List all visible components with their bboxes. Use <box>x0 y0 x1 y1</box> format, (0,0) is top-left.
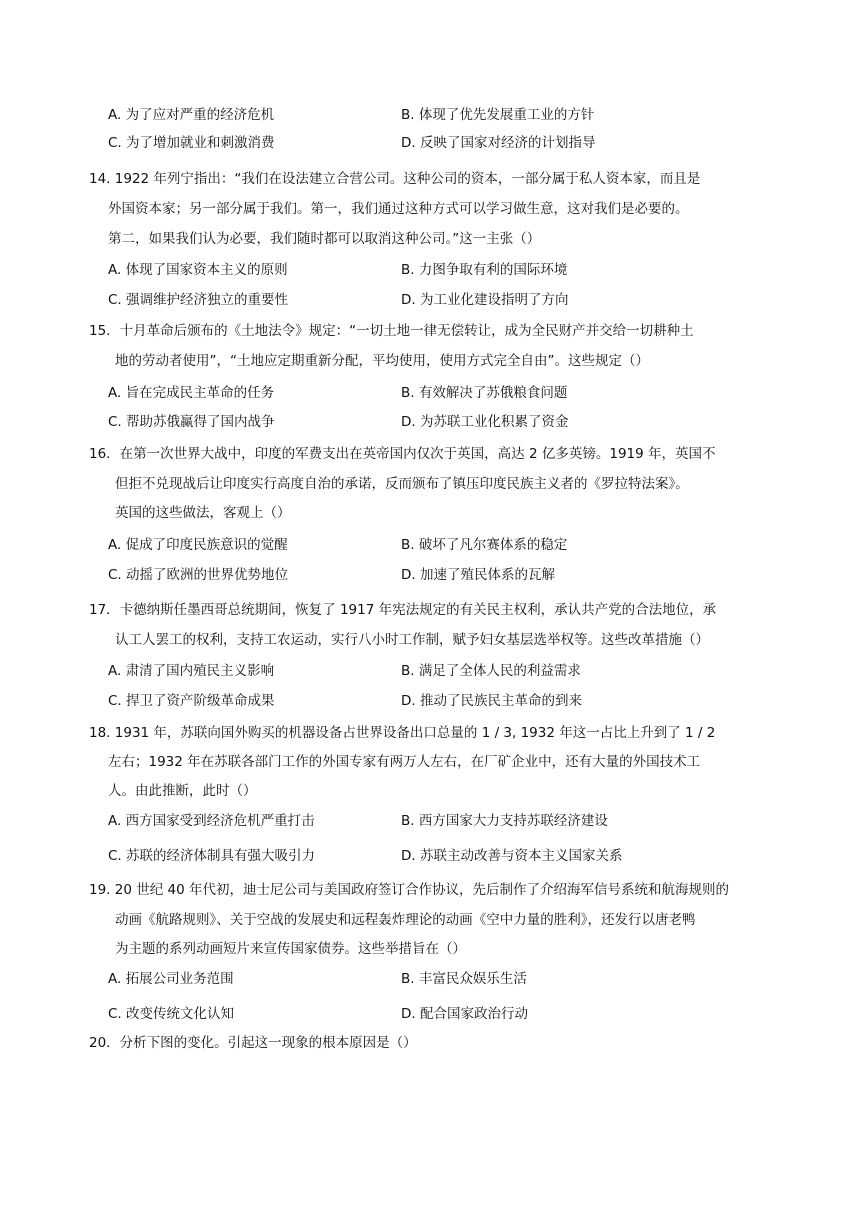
q16-stem-line-3: 英国的这些做法，客观上（） <box>115 505 291 521</box>
q16-option-d[interactable]: D. 加速了殖民体系的瓦解 <box>401 567 555 583</box>
q19-stem-line-3: 为主题的系列动画短片来宣传国家债券。这些举措旨在（） <box>115 941 466 957</box>
q18-options-row-2 <box>108 843 808 869</box>
q14-stem-line-1: 14. 1922 年列宁指出：“我们在设法建立合营公司。这种公司的资本，一部分属于私人资本家，而且是 <box>89 171 701 187</box>
q14-stem-line-2: 外国资本家；另一部分属于我们。第一，我们通过这种方式可以学习做生意，这对我们是必要的。 <box>108 201 689 217</box>
q20-stem-line-1: 20．分析下图的变化。引起这一现象的根本原因是（） <box>89 1035 417 1051</box>
q19-stem-line-1: 19. 20 世纪 40 年代初，迪士尼公司与美国政府签订合作协议，先后制作了介绍海军信号系统和航海规则的 <box>89 882 729 898</box>
q15-option-d[interactable]: D. 为苏联工业化积累了资金 <box>401 414 569 430</box>
q18-stem-line-3: 人。由此推断，此时（） <box>108 783 257 799</box>
q19-option-d[interactable]: D. 配合国家政治行动 <box>401 1006 528 1022</box>
q16-options-row-1 <box>108 532 808 558</box>
q17-option-a[interactable]: A. 肃清了国内殖民主义影响 <box>108 663 275 679</box>
q18-option-b[interactable]: B. 西方国家大力支持苏联经济建设 <box>401 813 608 829</box>
q17-stem-line-2: 认工人罢工的权利，支持工农运动，实行八小时工作制，赋予妇女基层选举权等。这些改革措施（） <box>115 632 709 648</box>
q18-option-a[interactable]: A. 西方国家受到经济危机严重打击 <box>108 813 315 829</box>
q13-options-row-2 <box>108 130 808 156</box>
q17-option-c[interactable]: C. 捍卫了资产阶级革命成果 <box>108 693 275 709</box>
q15-option-b[interactable]: B. 有效解决了苏俄粮食问题 <box>401 385 568 401</box>
q14-option-c[interactable]: C. 强调维护经济独立的重要性 <box>108 292 289 308</box>
q14-options-row-2 <box>108 287 808 313</box>
q17-option-b[interactable]: B. 满足了全体人民的利益需求 <box>401 663 581 679</box>
q14-stem-line-3: 第二，如果我们认为必要，我们随时都可以取消这种公司。”这一主张（） <box>108 231 541 247</box>
q19-option-c[interactable]: C. 改变传统文化认知 <box>108 1006 235 1022</box>
q13-option-b[interactable]: B. 体现了优先发展重工业的方针 <box>401 107 595 123</box>
q13-options-row-1 <box>108 102 808 128</box>
q14-option-d[interactable]: D. 为工业化建设指明了方向 <box>401 292 569 308</box>
q15-options-row-1 <box>108 380 808 406</box>
q19-options-row-2 <box>108 1001 808 1027</box>
q13-option-d[interactable]: D. 反映了国家对经济的计划指导 <box>401 135 596 151</box>
q15-option-c[interactable]: C. 帮助苏俄赢得了国内战争 <box>108 414 275 430</box>
q13-option-a[interactable]: A. 为了应对严重的经济危机 <box>108 107 275 123</box>
q18-option-d[interactable]: D. 苏联主动改善与资本主义国家关系 <box>401 848 623 864</box>
q18-stem-line-2: 左右；1932 年在苏联各部门工作的外国专家有两万人左右，在厂矿企业中，还有大量的外国技术工 <box>108 754 701 770</box>
q15-option-a[interactable]: A. 旨在完成民主革命的任务 <box>108 385 275 401</box>
q16-options-row-2 <box>108 562 808 588</box>
q13-option-c[interactable]: C. 为了增加就业和刺激消费 <box>108 135 275 151</box>
q16-option-c[interactable]: C. 动摇了欧洲的世界优势地位 <box>108 567 289 583</box>
q15-stem-line-1: 15．十月革命后颁布的《土地法令》规定：“一切土地一律无偿转让，成为全民财产并交给一切耕种土 <box>89 323 694 339</box>
q17-stem-line-1: 17．卡德纳斯任墨西哥总统期间，恢复了 1917 年宪法规定的有关民主权利，承认共产党的合法地位，承 <box>89 602 717 618</box>
q14-options-row-1 <box>108 257 808 283</box>
q16-stem-line-2: 但拒不兑现战后让印度实行高度自治的承诺，反而颁布了镇压印度民族主义者的《罗拉特法案》。 <box>115 476 689 492</box>
q15-options-row-2 <box>108 409 808 435</box>
q14-option-b[interactable]: B. 力图争取有利的国际环境 <box>401 262 568 278</box>
q19-option-a[interactable]: A. 拓展公司业务范围 <box>108 971 234 987</box>
q14-option-a[interactable]: A. 体现了国家资本主义的原则 <box>108 262 288 278</box>
q16-option-b[interactable]: B. 破坏了凡尔赛体系的稳定 <box>401 537 568 553</box>
q19-stem-line-2: 动画《航路规则》、关于空战的发展史和远程轰炸理论的动画《空中力量的胜利》，还发行以唐老鸭 <box>115 912 696 928</box>
q18-stem-line-1: 18. 1931 年，苏联向国外购买的机器设备占世界设备出口总量的 1 / 3, 1932 年这一占比上升到了 1 / 2 <box>89 725 716 741</box>
q17-options-row-1 <box>108 658 808 684</box>
q18-option-c[interactable]: C. 苏联的经济体制具有强大吸引力 <box>108 848 316 864</box>
q18-options-row-1 <box>108 808 808 834</box>
q16-stem-line-1: 16．在第一次世界大战中，印度的军费支出在英帝国内仅次于英国，高达 2 亿多英镑。1919 年，英国不 <box>89 446 716 462</box>
q16-option-a[interactable]: A. 促成了印度民族意识的觉醒 <box>108 537 288 553</box>
q19-option-b[interactable]: B. 丰富民众娱乐生活 <box>401 971 527 987</box>
q15-stem-line-2: 地的劳动者使用”，“土地应定期重新分配，平均使用，使用方式完全自由”。这些规定（） <box>115 353 649 369</box>
q17-options-row-2 <box>108 688 808 714</box>
q19-options-row-1 <box>108 966 808 992</box>
q17-option-d[interactable]: D. 推动了民族民主革命的到来 <box>401 693 582 709</box>
